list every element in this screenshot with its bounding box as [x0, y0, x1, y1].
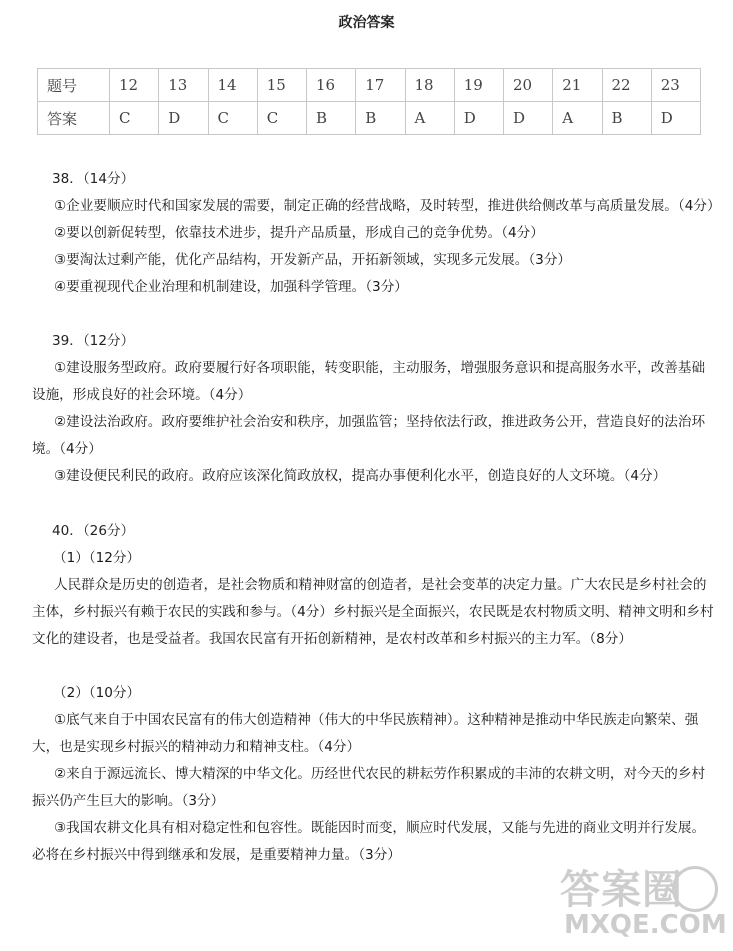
- table-cell: C: [208, 102, 257, 135]
- row-label-question-number: 题号: [38, 69, 110, 102]
- table-cell: 19: [454, 69, 503, 102]
- table-cell: C: [257, 102, 306, 135]
- sub-question-header: （2）（10分）: [53, 685, 141, 701]
- table-cell: 20: [504, 69, 553, 102]
- table-cell: 22: [602, 69, 651, 102]
- table-cell: 23: [651, 69, 700, 102]
- question-header: 38．（14分）: [52, 171, 135, 187]
- spacer: [32, 301, 716, 328]
- table-cell: B: [602, 102, 651, 135]
- table-cell: A: [405, 102, 454, 135]
- question-header: 40．（26分）: [52, 523, 135, 539]
- answer-point: ③我国农耕文化具有相对稳定性和包容性。既能因时而变，顺应时代发展，又能与先进的商业文明并行发展。必将在乡村振兴中得到继承和发展，是重要精神力量。（3分）: [32, 820, 706, 863]
- answer-point: ④要重视现代企业治理和机制建设，加强科学管理。（3分）: [54, 279, 408, 295]
- answer-content: [32, 166, 721, 869]
- row-label-answer: 答案: [38, 102, 110, 135]
- table-cell: 12: [110, 69, 159, 102]
- answer-point: ②建设法治政府。政府要维护社会治安和秩序，加强监管；坚持依法行政，推进政务公开，营造良好的法治环境。（4分）: [32, 414, 706, 457]
- answer-point: ③要淘汰过剩产能，优化产品结构，开发新产品，开拓新领域，实现多元发展。（3分）: [54, 252, 572, 268]
- question-39: [32, 328, 716, 490]
- answer-point: ①建设服务型政府。政府要履行好各项职能，转变职能，主动服务，增强服务意识和提高服务水平，改善基础设施，形成良好的社会环境。（4分）: [32, 360, 706, 403]
- answer-point: ①底气来自于中国农民富有的伟大创造精神（伟大的中华民族精神）。这种精神是推动中华民族走向繁荣、强大，也是实现乡村振兴的精神动力和精神支柱。（4分）: [32, 712, 699, 755]
- table-cell: 17: [356, 69, 405, 102]
- answer-point: ③建设便民利民的政府。政府应该深化简政放权，提高办事便利化水平，创造良好的人文环境。（4分）: [54, 468, 667, 484]
- watermark-circle-icon: [672, 866, 718, 912]
- watermark-text: 答案圈: [560, 867, 683, 913]
- question-header: 39．（12分）: [52, 333, 135, 349]
- answer-point: ②要以创新促转型，依靠技术进步，提升产品质量，形成自己的竞争优势。（4分）: [54, 225, 544, 241]
- answer-paragraph: 人民群众是历史的创造者，是社会物质和精神财富的创造者，是社会变革的决定力量。广大农民是乡村社会的主体，乡村振兴有赖于农民的实践和参与。（4分）乡村振兴是全面振兴，农民既是农村物质文明、精神文明和乡村文化的建设者，也是受益者。我国农民富有开拓创新精神，是农村改革和乡村振兴的主力军。（8分）: [32, 577, 714, 647]
- table-cell: D: [454, 102, 503, 135]
- answer-table: [37, 68, 701, 135]
- table-cell: C: [110, 102, 159, 135]
- watermark: [560, 858, 727, 948]
- table-cell: D: [651, 102, 700, 135]
- spacer: [32, 490, 716, 518]
- sub-question-header: （1）（12分）: [53, 550, 141, 566]
- question-40: [32, 518, 716, 869]
- table-row-answers: [38, 102, 701, 135]
- table-cell: D: [159, 102, 208, 135]
- table-cell: 13: [159, 69, 208, 102]
- table-cell: D: [504, 102, 553, 135]
- table-cell: A: [553, 102, 602, 135]
- table-cell: 15: [257, 69, 306, 102]
- page-title: 政治答案: [338, 15, 395, 31]
- table-cell: 14: [208, 69, 257, 102]
- answer-point: ②来自于源远流长、博大精深的中华文化。历经世代农民的耕耘劳作积累成的丰沛的农耕文明，对今天的乡村振兴仍产生巨大的影响。（3分）: [32, 766, 706, 809]
- table-cell: 18: [405, 69, 454, 102]
- table-cell: 16: [307, 69, 356, 102]
- table-cell: B: [356, 102, 405, 135]
- table-row-question-numbers: [38, 69, 701, 102]
- spacer: [32, 653, 716, 680]
- table-cell: 21: [553, 69, 602, 102]
- table-cell: B: [307, 102, 356, 135]
- answer-point: ①企业要顺应时代和国家发展的需要，制定正确的经营战略，及时转型，推进供给侧改革与高质量发展。（4分）: [54, 198, 721, 214]
- question-38: [32, 166, 721, 301]
- watermark-domain: MXQE.COM: [564, 910, 727, 940]
